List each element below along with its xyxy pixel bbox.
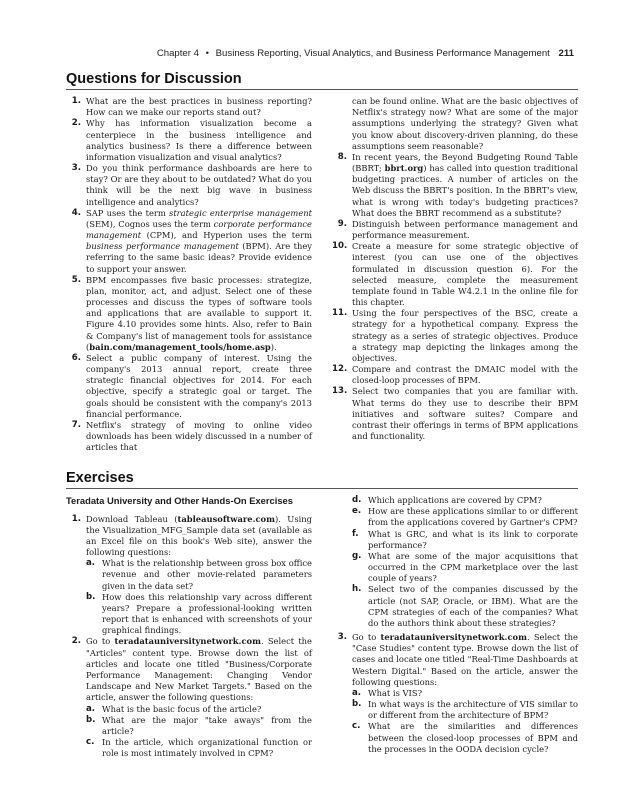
exercise-item: 1. Download Tableau (tableausoftware.com). Using the Visualization_MFG_Sample data set (available as an Excel file on this book's Web site), answer the following questions: a. What is the relationship between gross box office revenue and other movie-related parameters given in the data set? b. How does this relationship vary across different years? Prepare a professional-looking written report that is enhanced with screenshots of your graphical findings. bbox=[71, 513, 312, 636]
discussion-right-column bbox=[332, 96, 578, 442]
discussion-question: 10. Create a measure for some strategic objective of interest (you can use one of the objectives formulated in discussion question 6). For the selected measure, complete the measurement template found in Table W4.2.1 in the online file for this chapter. bbox=[332, 241, 578, 308]
teradata-link[interactable]: teradatauniversitynetwork.com bbox=[380, 632, 527, 643]
exercises-rule bbox=[66, 488, 578, 489]
bbrt-link[interactable]: bbrt.org bbox=[384, 163, 424, 174]
discussion-heading: Questions for Discussion bbox=[66, 71, 242, 87]
exercises-subheading: Teradata University and Other Hands-On Exercises bbox=[66, 495, 293, 506]
exercise-subquestion: d. Which applications are covered by CPM? bbox=[352, 495, 542, 505]
discussion-question: 8. In recent years, the Beyond Budgeting Round Table (BBRT; bbrt.org) has called into question traditional budgeting practices. A number of articles on the Web discuss the BBRT's position. In the BBRT's view, what is wrong with today's budgeting practices? What does the BBRT recommend as a substitute? bbox=[337, 151, 578, 218]
discussion-question: 12. Compare and contrast the DMAIC model with the closed-loop processes of BPM. bbox=[332, 364, 578, 386]
discussion-question: 4. SAP uses the term strategic enterprise management (SEM), Cognos uses the term corporate performance management (CPM), and Hyperion uses the term business performance management (BPM). Are they referring to the same basic ideas? Provide evidence to support your answer. bbox=[71, 207, 312, 274]
discussion-question: 6. Select a public company of interest. Using the company's 2013 annual report, create three strategic financial objectives for 2014. For each objective, specify a strategic goal or target. The goals should be consistent with the company's 2013 financial performance. bbox=[71, 352, 312, 419]
discussion-question-continued: can be found online. What are the basic objectives of Netflix's strategy now? What are some of the major assumptions underlying the strategy? Given what you know about discovery-driven planning, do these assumptions seem reasonable? bbox=[352, 96, 578, 151]
discussion-question: 2. Why has information visualization become a centerpiece in the business intelligence and analytics business? Is there a difference between information visualization and visual analytics? bbox=[71, 118, 312, 162]
exercise-subquestion: g. What are some of the major acquisitions that occurred in the CPM marketplace over the last couple of years? bbox=[352, 550, 578, 584]
discussion-question: 9. Distinguish between performance management and performance measurement. bbox=[337, 218, 578, 241]
exercise-subquestion: a. What is the relationship between gross box office revenue and other movie-related parameters given in the data set? bbox=[86, 558, 312, 591]
exercise-subquestion: b. What are the major "take aways" from the article? bbox=[86, 714, 312, 736]
exercises-heading: Exercises bbox=[66, 470, 134, 486]
exercise-subquestion: c. What are the similarities and differences between the closed-loop processes of BPM and the processes in the OODA decision cycle? bbox=[352, 721, 578, 754]
header-bullet: • bbox=[205, 48, 209, 59]
exercise-subquestion: a. What is the basic focus of the article? bbox=[86, 703, 262, 714]
chapter-title: Business Reporting, Visual Analytics, and Business Performance Management bbox=[215, 48, 550, 59]
discussion-question: 13. Select two companies that you are familiar with. What terms do they use to describe their BPM initiatives and software suites? Compare and contrast their offerings in terms of BPM applications and functionality. bbox=[332, 386, 578, 442]
teradata-link[interactable]: teradatauniversitynetwork.com bbox=[114, 636, 261, 647]
discussion-question: 7. Netflix's strategy of moving to online video downloads has been widely discussed in a number of articles that bbox=[71, 419, 312, 453]
exercise-item: 3. Go to teradatauniversitynetwork.com. Select the "Case Studies" content type. Browse down the list of cases and locate one titled "Real-Time Dashboards at Western Digital." Based on the article, answer the following questions: a. What is VIS? b. In what ways is the architecture of VIS similar to or different from the architecture of BPM? c. What are the similarities and differences between the closed-loop processes of BPM and the processes in the OODA decision cycle? bbox=[337, 632, 578, 754]
discussion-question: 3. Do you think performance dashboards are here to stay? Or are they about to be outdated? What do you think will be the next big wave in business intelligence and analytics? bbox=[71, 163, 312, 207]
exercises-right-column bbox=[332, 495, 578, 755]
exercise-subquestion: h. Select two of the companies discussed by the article (not SAP, Oracle, or IBM). What are the CPM strategies of each of the companies? What do the authors think about these strategies? bbox=[352, 584, 578, 628]
discussion-rule bbox=[66, 89, 578, 90]
bain-link[interactable]: bain.com/management_tools/home.asp bbox=[89, 341, 271, 352]
exercises-left-column bbox=[66, 495, 312, 759]
running-header bbox=[157, 48, 574, 59]
exercise-subquestion: b. How does this relationship vary across different years? Prepare a professional-looking written report that is enhanced with screenshots of your graphical findings. bbox=[86, 591, 312, 636]
discussion-left-column bbox=[66, 96, 312, 454]
discussion-question: 1. What are the best practices in business reporting? How can we make our reports stand out? bbox=[71, 96, 312, 118]
tableau-link[interactable]: tableausoftware.com bbox=[177, 513, 275, 524]
exercise-item: 2. Go to teradatauniversitynetwork.com. Select the "Articles" content type. Browse down the list of articles and locate one titled "Business/Corporate Performance Management: Changing Vendor Landscape and New Market Targets." Based on the article, answer the following questions: a. What is the basic focus of the article? b. What are the major "take aways" from the article? c. In the article, which organizational function or role is most intimately involved in CPM? bbox=[71, 636, 312, 759]
chapter-label: Chapter 4 bbox=[156, 48, 199, 59]
exercise-subquestion: a. What is VIS? bbox=[352, 687, 423, 698]
exercise-subquestion: b. In what ways is the architecture of VIS similar to or different from the architecture of BPM? bbox=[352, 699, 578, 721]
exercise-subquestion: e. How are these applications similar to or different from the applications covered by Gartner's CPM? bbox=[352, 506, 578, 528]
page-number: 211 bbox=[558, 48, 574, 59]
discussion-question: 11. Using the four perspectives of the BSC, create a strategy for a hypothetical company. Express the strategy as a series of strategic objectives. Produce a strategy map depicting the linkages among the objectives. bbox=[332, 308, 578, 363]
discussion-question: 5. BPM encompasses five basic processes: strategize, plan, monitor, act, and adjust. Select one of these processes and discuss the types of software tools and applications that are available to support it. Figure 4.10 provides some hints. Also, refer to Bain & Company's list of management tools for assistance (bain.com/management_tools/home.asp). bbox=[71, 274, 312, 352]
exercise-item-continued bbox=[332, 495, 578, 629]
exercise-subquestion: c. In the article, which organizational function or role is most intimately involved in CPM? bbox=[86, 737, 312, 759]
exercise-subquestion: f. What is GRC, and what is its link to corporate performance? bbox=[352, 528, 578, 550]
